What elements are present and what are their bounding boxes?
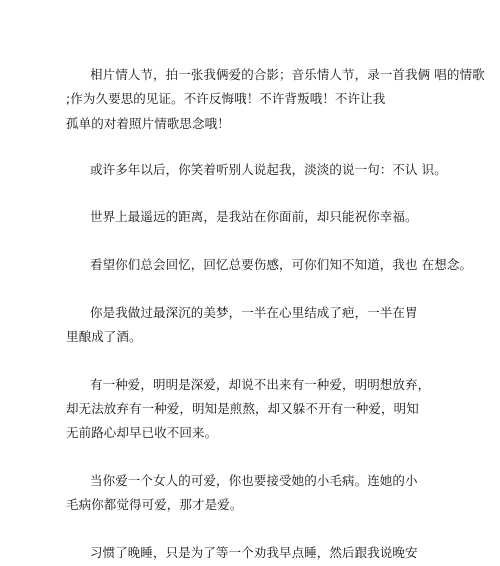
paragraph-line: 孤单的对着照片情歌思念哦！ — [66, 116, 230, 131]
paragraph-line: 毛病你都觉得可爱，那才是爱。 — [66, 497, 243, 512]
paragraph-line: 却无法放弃有一种爱，明知是煎熬，却又躲不开有一种爱，明知 — [66, 401, 419, 416]
paragraph-line: 或许多年以后，你笑着听别人说起我，淡淡的说一句：不认 识。 — [90, 162, 447, 177]
paragraph-line: 无前路心却早已收不回来。 — [66, 425, 218, 440]
paragraph-line: 有一种爱，明明是深爱，却说不出来有一种爱，明明想放弃， — [90, 377, 431, 392]
paragraph-line: 相片情人节，拍一张我俩爱的合影；音乐情人节，录一首我俩 唱的情歌 — [90, 67, 485, 82]
paragraph-line: ;作为久要思的见证。不许反悔哦！不许背叛哦！不许让我 — [66, 91, 386, 106]
paragraph-line: 里酿成了酒。 — [66, 329, 142, 344]
paragraph-line: 习惯了晚睡，只是为了等一个劝我早点睡，然后跟我说晚安 — [90, 545, 418, 560]
paragraph-line: 当你爱一个女人的可爱，你也要接受她的小毛病。连她的小 — [90, 473, 418, 488]
paragraph-line: 你是我做过最深沉的美梦，一半在心里结成了疤，一半在胃 — [90, 305, 418, 320]
paragraph-line: 世界上最遥远的距离，是我站在你面前，却只能祝你幸福。 — [90, 209, 418, 224]
paragraph-line: 看望你们总会回忆，回忆总要伤感，可你们知不知道，我也 在想念。 — [90, 257, 473, 272]
